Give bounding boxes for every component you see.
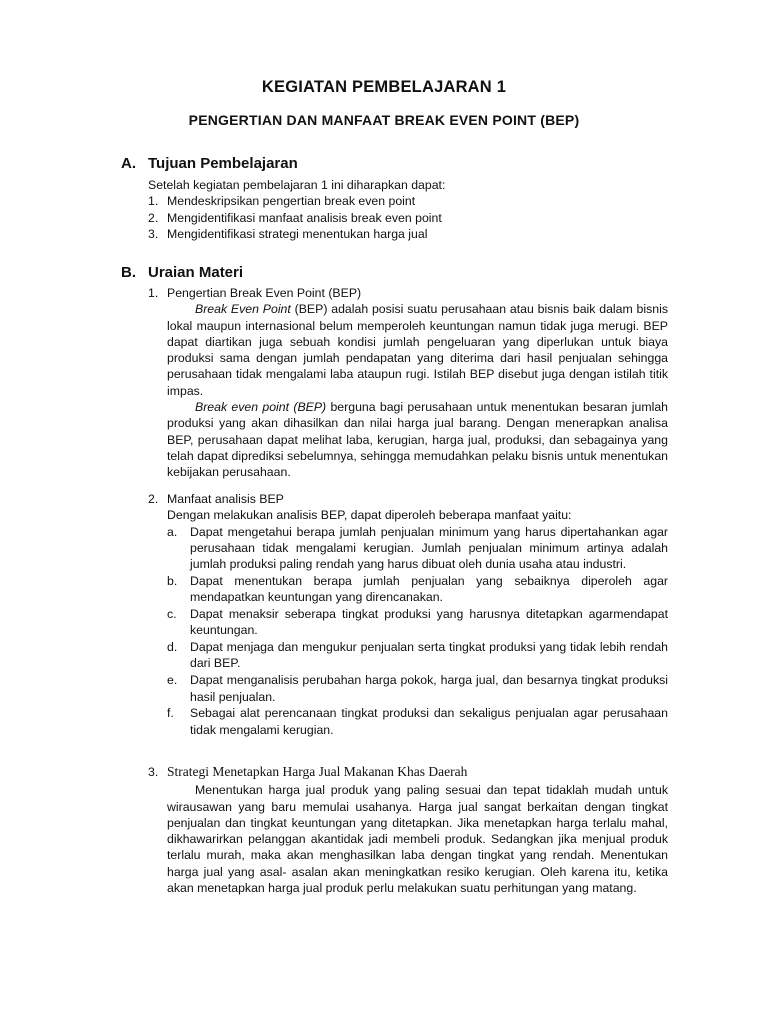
subsection-1 <box>148 285 668 481</box>
list-text: Mendeskripsikan pengertian break even point <box>167 194 416 209</box>
subsection-3-heading <box>148 764 668 780</box>
subsection-3 <box>148 764 668 896</box>
list-marker: f. <box>167 706 174 721</box>
subsection-2-body <box>148 507 668 738</box>
subsection-1-title: Pengertian Break Even Point (BEP) <box>167 286 362 300</box>
subsection-3-number: 3. <box>148 765 159 779</box>
section-a-heading <box>121 155 298 172</box>
list-item <box>148 226 628 242</box>
list-marker: d. <box>167 640 178 655</box>
list-number: 1. <box>148 194 159 209</box>
section-a-intro: Setelah kegiatan pembelajaran 1 ini diharapkan dapat: <box>148 178 446 192</box>
list-item <box>167 672 668 705</box>
list-marker: a. <box>167 524 178 539</box>
list-item <box>167 705 668 738</box>
subsection-2-number: 2. <box>148 492 159 506</box>
subsection-1-number: 1. <box>148 286 159 300</box>
subsection-2-intro: Dengan melakukan analisis BEP, dapat diperoleh beberapa manfaat yaitu: <box>167 508 572 523</box>
subsection-3-title: Strategi Menetapkan Harga Jual Makanan Khas Daerah <box>167 764 468 779</box>
paragraph <box>167 301 668 399</box>
list-number: 3. <box>148 226 159 241</box>
list-text: Mengidentifikasi strategi menentukan harga jual <box>167 226 428 241</box>
paragraph: Menentukan harga jual produk yang paling sesuai dan tepat tidaklah mudah untuk wirausawan yang baru memulai usahanya. Harga jual sangat berkaitan dengan tingkat penjualan dan tingkat keuntungan yang ditetapkan. Jika menetapkan harga terlalu mahal, dikhawarirkan pelanggan akantidak jadi membeli produk. Sedangkan jika menjual produk terlalu murah, maka akan menghasilkan laba dengan tingkat yang rendah. Menentukan harga jual yang asal- asalan akan meningkatkan resiko kerugian. Oleh karena itu, ketika akan menetapkan harga jual produk perlu melakukan suatu perhitungan yang matang. <box>167 783 668 896</box>
section-b-letter: B. <box>121 264 136 281</box>
subsection-2 <box>148 491 668 738</box>
list-marker: e. <box>167 673 178 688</box>
list-number: 2. <box>148 210 159 225</box>
list-item <box>148 210 628 226</box>
section-b-heading <box>121 264 243 281</box>
subsection-1-heading <box>148 285 668 301</box>
page-subtitle: PENGERTIAN DAN MANFAAT BREAK EVEN POINT (BEP) <box>188 112 580 128</box>
benefits-list <box>167 524 668 738</box>
subsection-2-title: Manfaat analisis BEP <box>167 492 284 506</box>
list-marker: b. <box>167 573 178 588</box>
subsection-1-body <box>148 301 668 480</box>
list-item <box>167 573 668 606</box>
list-marker: c. <box>167 607 177 622</box>
section-b-title: Uraian Materi <box>148 264 244 281</box>
list-text: Dapat mengetahui berapa jumlah penjualan minimum yang harus dipertahankan agar perusahaan tidak mengalami kerugian. Jumlah penjualan minimum artinya adalah jumlah produksi paling rendah yang harus dibuat oleh dunia usaha atau industri. <box>190 524 668 572</box>
list-text: Dapat menganalisis perubahan harga pokok, harga jual, dan besarnya tingkat produksi hasil penjualan. <box>190 673 668 704</box>
italic-term: Break Even Point <box>195 302 291 317</box>
list-text: Dapat menaksir seberapa tingkat produksi yang harusnya ditetapkan agarmendapat keuntungan. <box>190 607 668 638</box>
objectives-list <box>148 193 628 242</box>
list-text: Sebagai alat perencanaan tingkat produksi dan sekaligus penjualan agar perusahaan tidak mengalami kerugian. <box>190 706 668 737</box>
section-a-title: Tujuan Pembelajaran <box>148 155 298 172</box>
section-a-letter: A. <box>121 155 136 172</box>
list-item <box>167 639 668 672</box>
list-item <box>167 524 668 573</box>
paragraph <box>167 399 668 480</box>
subsection-2-heading <box>148 491 668 507</box>
list-item <box>148 193 628 209</box>
paragraph-text: berguna bagi perusahaan untuk menentukan besaran jumlah produksi yang akan dihasilkan dan nilai harga jual barang. Dengan menerapkan analisa BEP, perusahaan dapat melihat laba, kerugian, harga jual, produksi, dan sebagainya yang telah dapat diprediksi sebelumnya, sehingga memudahkan pelaku bisnis untuk menentukan kebijakan perusahaan. <box>167 400 668 480</box>
page-title: KEGIATAN PEMBELAJARAN 1 <box>261 78 507 96</box>
paragraph-text: (BEP) adalah posisi suatu perusahaan atau bisnis baik dalam bisnis lokal maupun internasional belum memperoleh keuntungan namun tidak juga merugi. BEP dapat diartikan juga sebuah kondisi jumlah pengeluaran yang diperlukan untuk biaya produksi sama dengan jumlah pendapatan yang diterima dari hasil penjualan sehingga perusahaan tidak mengalami laba ataupun rugi. Istilah BEP disebut juga dengan istilah titik impas. <box>167 302 668 398</box>
list-item <box>167 606 668 639</box>
italic-term: Break even point (BEP) <box>195 400 327 415</box>
list-text: Dapat menjaga dan mengukur penjualan serta tingkat produksi yang tidak lebih rendah dari BEP. <box>190 640 668 671</box>
subsection-3-body <box>148 782 668 896</box>
list-text: Dapat menentukan berapa jumlah penjualan yang sebaiknya diperoleh agar mendapatkan keuntungan yang direncanakan. <box>190 573 668 605</box>
section-a-body <box>148 177 628 242</box>
list-text: Mengidentifikasi manfaat analisis break even point <box>167 210 442 225</box>
